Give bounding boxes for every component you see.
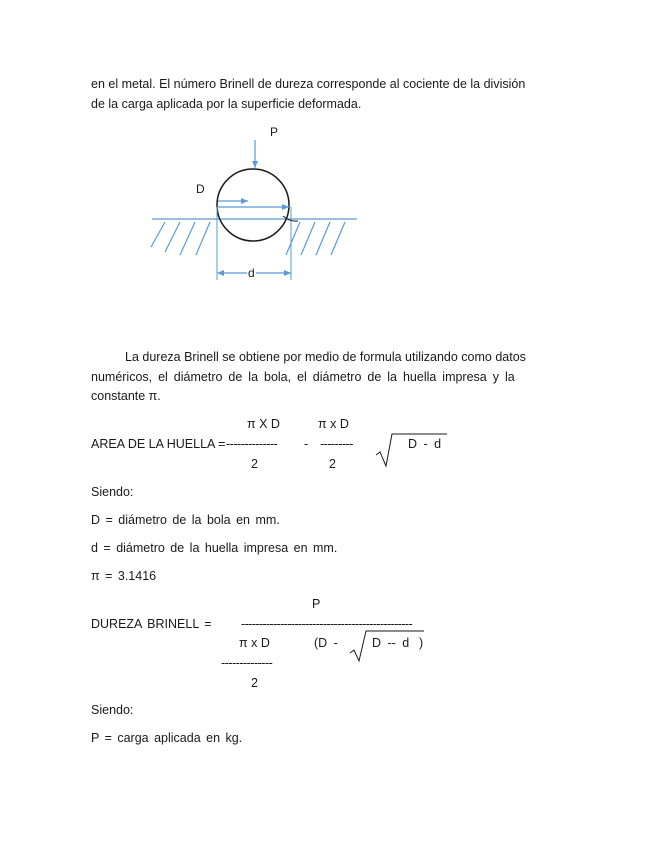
- hardness-main-dashes: ------------------------------------------------: [241, 617, 413, 631]
- def-P: P = carga aplicada en kg.: [91, 731, 243, 745]
- area-minus: -: [304, 437, 309, 451]
- hardness-two: 2: [251, 676, 258, 690]
- hardness-paren-close: ): [419, 636, 424, 650]
- area-radicand: D - d: [408, 437, 442, 451]
- def-d: d = diámetro de la huella impresa en mm.: [91, 541, 338, 555]
- area-label: AREA DE LA HUELLA =: [91, 437, 226, 451]
- hardness-numerator: P: [312, 597, 321, 611]
- hardness-paren-open: (D -: [314, 636, 338, 650]
- intro-line-2: de la carga aplicada por la superficie deformada.: [91, 97, 362, 111]
- paragraph-line-2: numéricos, el diámetro de la bola, el diámetro de la huella impresa y la: [91, 370, 515, 384]
- siendo-label-2: Siendo:: [91, 703, 134, 717]
- area-num-1: π X D: [247, 417, 280, 431]
- hardness-radicand: D -- d: [372, 636, 410, 650]
- def-D: D = diámetro de la bola en mm.: [91, 513, 280, 527]
- area-num-2: π x D: [318, 417, 349, 431]
- label-d: d: [248, 266, 255, 280]
- area-den-1: 2: [251, 457, 258, 471]
- hardness-sub-dashes: --------------: [221, 656, 273, 670]
- area-dashes-1: --------------: [226, 437, 278, 451]
- paragraph-line-1: La dureza Brinell se obtiene por medio de formula utilizando como datos: [125, 350, 526, 364]
- intro-line-1: en el metal. El número Brinell de dureza corresponde al cociente de la división: [91, 77, 526, 91]
- hardness-label: DUREZA BRINELL =: [91, 617, 212, 631]
- hardness-pi-xD: π x D: [239, 636, 270, 650]
- siendo-label-1: Siendo:: [91, 485, 134, 499]
- paragraph-line-3: constante π.: [91, 389, 161, 403]
- label-D: D: [196, 182, 205, 196]
- area-dashes-2: ---------: [320, 437, 353, 451]
- area-den-2: 2: [329, 457, 336, 471]
- label-p: P: [270, 125, 279, 139]
- def-pi: π = 3.1416: [91, 569, 157, 583]
